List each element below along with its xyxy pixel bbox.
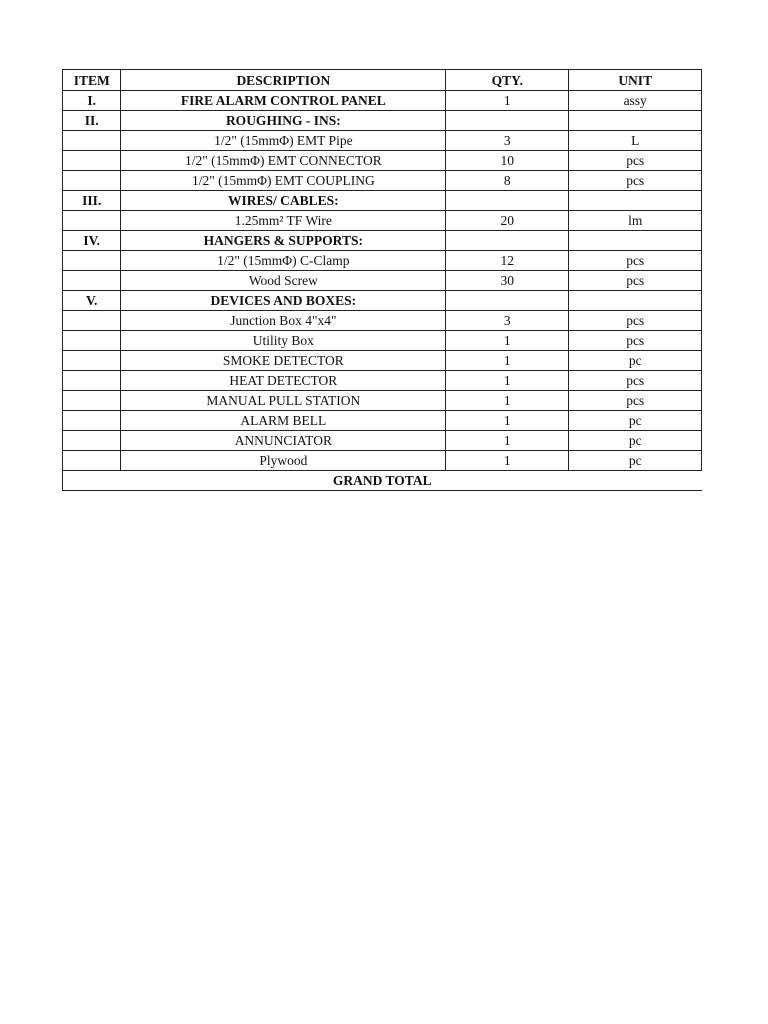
description-cell: 1.25mm² TF Wire (121, 211, 446, 231)
qty-cell: 3 (446, 311, 569, 331)
qty-cell: 1 (446, 451, 569, 471)
description-cell: ROUGHING - INS: (121, 111, 446, 131)
description-cell: 1/2" (15mmΦ) EMT Pipe (121, 131, 446, 151)
unit-cell: pc (569, 431, 702, 451)
table-row (63, 251, 702, 271)
qty-cell: 12 (446, 251, 569, 271)
item-cell: IV. (63, 231, 121, 251)
unit-cell (569, 191, 702, 211)
table-row (63, 111, 702, 131)
item-cell (63, 251, 121, 271)
unit-cell: pcs (569, 151, 702, 171)
unit-cell: pc (569, 351, 702, 371)
description-cell: HEAT DETECTOR (121, 371, 446, 391)
item-cell (63, 451, 121, 471)
unit-cell: pc (569, 411, 702, 431)
grand-total-label: GRAND TOTAL (63, 471, 702, 491)
qty-cell: 20 (446, 211, 569, 231)
unit-cell: pcs (569, 371, 702, 391)
qty-cell: 1 (446, 391, 569, 411)
qty-cell: 8 (446, 171, 569, 191)
table-row (63, 151, 702, 171)
table-row (63, 91, 702, 111)
item-cell (63, 311, 121, 331)
unit-cell: pcs (569, 271, 702, 291)
qty-cell (446, 191, 569, 211)
unit-cell: pc (569, 451, 702, 471)
item-cell (63, 351, 121, 371)
header-item: ITEM (63, 70, 121, 91)
unit-cell: L (569, 131, 702, 151)
table-row (63, 211, 702, 231)
item-cell (63, 331, 121, 351)
table-row (63, 271, 702, 291)
header-unit: UNIT (569, 70, 702, 91)
item-cell (63, 411, 121, 431)
item-cell (63, 431, 121, 451)
item-cell (63, 171, 121, 191)
qty-cell: 1 (446, 431, 569, 451)
qty-cell: 1 (446, 331, 569, 351)
header-qty: QTY. (446, 70, 569, 91)
qty-cell (446, 231, 569, 251)
unit-cell: pcs (569, 171, 702, 191)
description-cell: Plywood (121, 451, 446, 471)
unit-cell (569, 231, 702, 251)
item-cell (63, 391, 121, 411)
qty-cell: 1 (446, 351, 569, 371)
unit-cell: pcs (569, 391, 702, 411)
description-cell: 1/2" (15mmΦ) EMT CONNECTOR (121, 151, 446, 171)
item-cell (63, 211, 121, 231)
header-description: DESCRIPTION (121, 70, 446, 91)
table-row (63, 171, 702, 191)
item-cell: V. (63, 291, 121, 311)
table-row (63, 411, 702, 431)
description-cell: Utility Box (121, 331, 446, 351)
item-cell: II. (63, 111, 121, 131)
description-cell: Junction Box 4"x4" (121, 311, 446, 331)
item-cell (63, 131, 121, 151)
grand-total-row (63, 471, 702, 491)
unit-cell: pcs (569, 331, 702, 351)
table-row (63, 451, 702, 471)
qty-cell: 10 (446, 151, 569, 171)
header-row (63, 70, 702, 91)
item-cell (63, 271, 121, 291)
table-row (63, 291, 702, 311)
qty-cell: 3 (446, 131, 569, 151)
description-cell: DEVICES AND BOXES: (121, 291, 446, 311)
qty-cell (446, 291, 569, 311)
unit-cell: lm (569, 211, 702, 231)
qty-cell (446, 111, 569, 131)
table-row (63, 371, 702, 391)
unit-cell (569, 291, 702, 311)
table-row (63, 391, 702, 411)
item-cell: I. (63, 91, 121, 111)
description-cell: 1/2" (15mmΦ) C-Clamp (121, 251, 446, 271)
unit-cell (569, 111, 702, 131)
unit-cell: pcs (569, 251, 702, 271)
item-cell (63, 151, 121, 171)
description-cell: WIRES/ CABLES: (121, 191, 446, 211)
item-cell (63, 371, 121, 391)
description-cell: SMOKE DETECTOR (121, 351, 446, 371)
description-cell: Wood Screw (121, 271, 446, 291)
qty-cell: 1 (446, 371, 569, 391)
unit-cell: pcs (569, 311, 702, 331)
qty-cell: 30 (446, 271, 569, 291)
table-row (63, 311, 702, 331)
table-row (63, 351, 702, 371)
bill-of-materials-table (62, 69, 702, 491)
qty-cell: 1 (446, 91, 569, 111)
table-row (63, 331, 702, 351)
table-row (63, 131, 702, 151)
description-cell: FIRE ALARM CONTROL PANEL (121, 91, 446, 111)
table-row (63, 431, 702, 451)
table-row (63, 191, 702, 211)
unit-cell: assy (569, 91, 702, 111)
description-cell: 1/2" (15mmΦ) EMT COUPLING (121, 171, 446, 191)
qty-cell: 1 (446, 411, 569, 431)
description-cell: MANUAL PULL STATION (121, 391, 446, 411)
description-cell: HANGERS & SUPPORTS: (121, 231, 446, 251)
table-row (63, 231, 702, 251)
description-cell: ANNUNCIATOR (121, 431, 446, 451)
item-cell: III. (63, 191, 121, 211)
description-cell: ALARM BELL (121, 411, 446, 431)
